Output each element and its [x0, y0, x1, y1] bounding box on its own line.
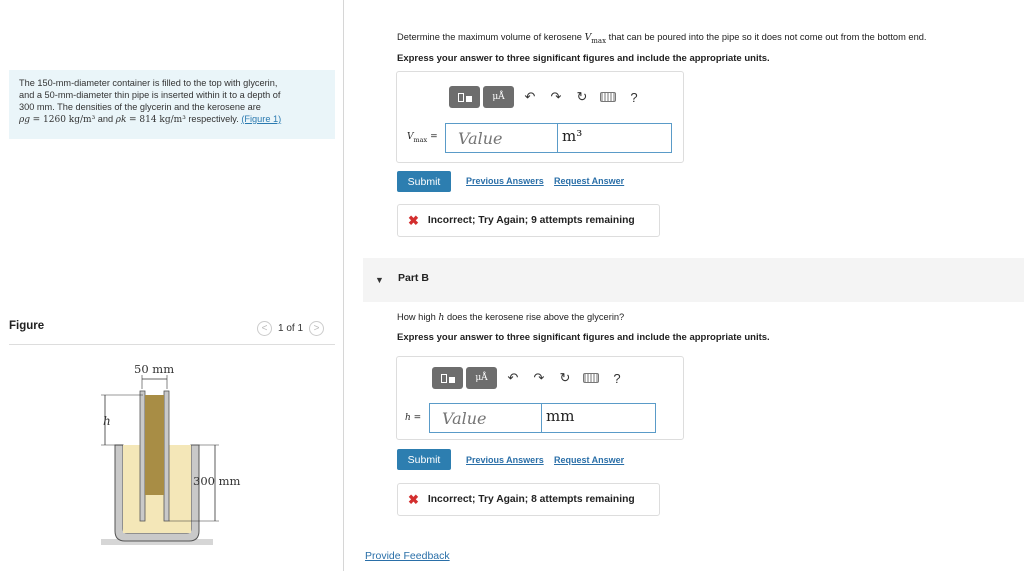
reset-icon[interactable]: ↻	[576, 89, 588, 104]
part-b-instruction: Express your answer to three significant figures and include the appropriate units.	[397, 332, 770, 343]
redo-icon[interactable]: ↷	[550, 89, 562, 104]
units-button[interactable]: μÅ	[483, 86, 514, 108]
redo-icon[interactable]: ↷	[533, 370, 545, 385]
part-b-value-input[interactable]	[429, 403, 542, 433]
part-a-answer-box	[396, 71, 684, 163]
part-a-input-row	[407, 123, 672, 153]
depth-dim-label: 300 mm	[193, 474, 241, 488]
part-a-unit-input[interactable]: m³	[558, 123, 672, 153]
part-b-var-label: h =	[405, 413, 422, 423]
rho-g-value: = 1260 kg/m³	[32, 115, 96, 125]
error-icon: ✖	[408, 212, 419, 228]
problem-statement	[9, 70, 335, 139]
prev-figure-button[interactable]: <	[257, 321, 272, 336]
templates-button[interactable]	[432, 367, 463, 389]
error-icon: ✖	[408, 491, 419, 507]
help-icon[interactable]: ?	[630, 89, 638, 105]
part-a-question-post: that can be poured into the pipe so it does not come out from the bottom end.	[608, 32, 927, 42]
respectively-text: respectively.	[188, 114, 239, 124]
part-a-feedback-text: Incorrect; Try Again; 9 attempts remaining	[427, 215, 635, 226]
pipe-right-wall	[164, 391, 169, 521]
part-b-question-var: h	[438, 312, 445, 323]
pipe-left-wall	[140, 391, 145, 521]
problem-line-3: 300 mm. The densities of the glycerin and the kerosene are	[19, 102, 261, 112]
part-a-previous-answers-link[interactable]: Previous Answers	[466, 176, 544, 186]
kerosene	[145, 395, 164, 495]
problem-line-1: The 150-mm-diameter container is filled to the top with glycerin,	[19, 78, 278, 88]
undo-icon[interactable]: ↶	[524, 89, 536, 104]
undo-icon[interactable]: ↶	[507, 370, 519, 385]
part-a-request-answer-link[interactable]: Request Answer	[554, 176, 625, 186]
part-b-title: Part B	[398, 272, 429, 284]
part-b-unit-input[interactable]: mm	[542, 403, 656, 433]
figure-link[interactable]: (Figure 1)	[241, 114, 282, 124]
part-a-submit-button[interactable]: Submit	[397, 171, 451, 192]
collapse-triangle-icon[interactable]: ▼	[375, 275, 384, 285]
part-b-previous-answers-link[interactable]: Previous Answers	[466, 455, 544, 465]
part-b-request-answer-link[interactable]: Request Answer	[554, 455, 625, 465]
figure-divider	[9, 344, 335, 345]
problem-line-2: and a 50-mm-diameter thin pipe is inserted within it to a depth of	[19, 90, 281, 100]
pipe-dim-label: 50 mm	[134, 362, 175, 376]
part-b-question	[397, 312, 624, 323]
part-b-answer-box	[396, 356, 684, 440]
units-button[interactable]: μÅ	[466, 367, 497, 389]
problem-line-4	[19, 113, 325, 126]
part-b-feedback-text: Incorrect; Try Again; 8 attempts remaining	[427, 494, 635, 505]
figure-page-count: 1 of 1	[278, 323, 304, 334]
part-b-question-post: does the kerosene rise above the glycerin?	[446, 312, 625, 322]
part-b-header[interactable]	[363, 258, 1024, 302]
rho-k-value: = 814 kg/m³	[128, 115, 186, 125]
provide-feedback-link[interactable]: Provide Feedback	[365, 550, 450, 562]
h-dim-label: h	[103, 414, 111, 428]
templates-button[interactable]	[449, 86, 480, 108]
part-a-question	[397, 32, 927, 45]
part-a-value-input[interactable]	[445, 123, 558, 153]
help-icon[interactable]: ?	[613, 370, 621, 386]
part-a-question-var: $V_{max}$	[584, 32, 607, 45]
keyboard-icon[interactable]	[578, 367, 604, 389]
part-b-feedback	[397, 483, 660, 516]
part-a-var-label: $V_{max}$ =	[407, 132, 438, 144]
part-a-instruction: Express your answer to three significant figures and include the appropriate units.	[397, 53, 770, 64]
rho-k-symbol: ρk	[115, 115, 127, 125]
part-a-feedback	[397, 204, 660, 237]
part-b-question-pre: How high	[397, 312, 436, 322]
part-b-toolbar	[432, 367, 630, 389]
rho-g-symbol: ρg	[19, 115, 31, 125]
questions-panel	[345, 0, 1024, 571]
part-a-toolbar	[449, 86, 647, 108]
figure-diagram	[95, 355, 255, 553]
part-a-question-pre: Determine the maximum volume of kerosene	[397, 32, 582, 42]
keyboard-icon[interactable]	[595, 86, 621, 108]
part-b-submit-button[interactable]: Submit	[397, 449, 451, 470]
next-figure-button[interactable]: >	[309, 321, 324, 336]
part-b-input-row	[405, 403, 656, 433]
figure-title: Figure	[9, 320, 45, 332]
and-text: and	[97, 114, 114, 124]
problem-panel	[0, 0, 344, 571]
reset-icon[interactable]: ↻	[559, 370, 571, 385]
figure-pager	[257, 321, 324, 336]
